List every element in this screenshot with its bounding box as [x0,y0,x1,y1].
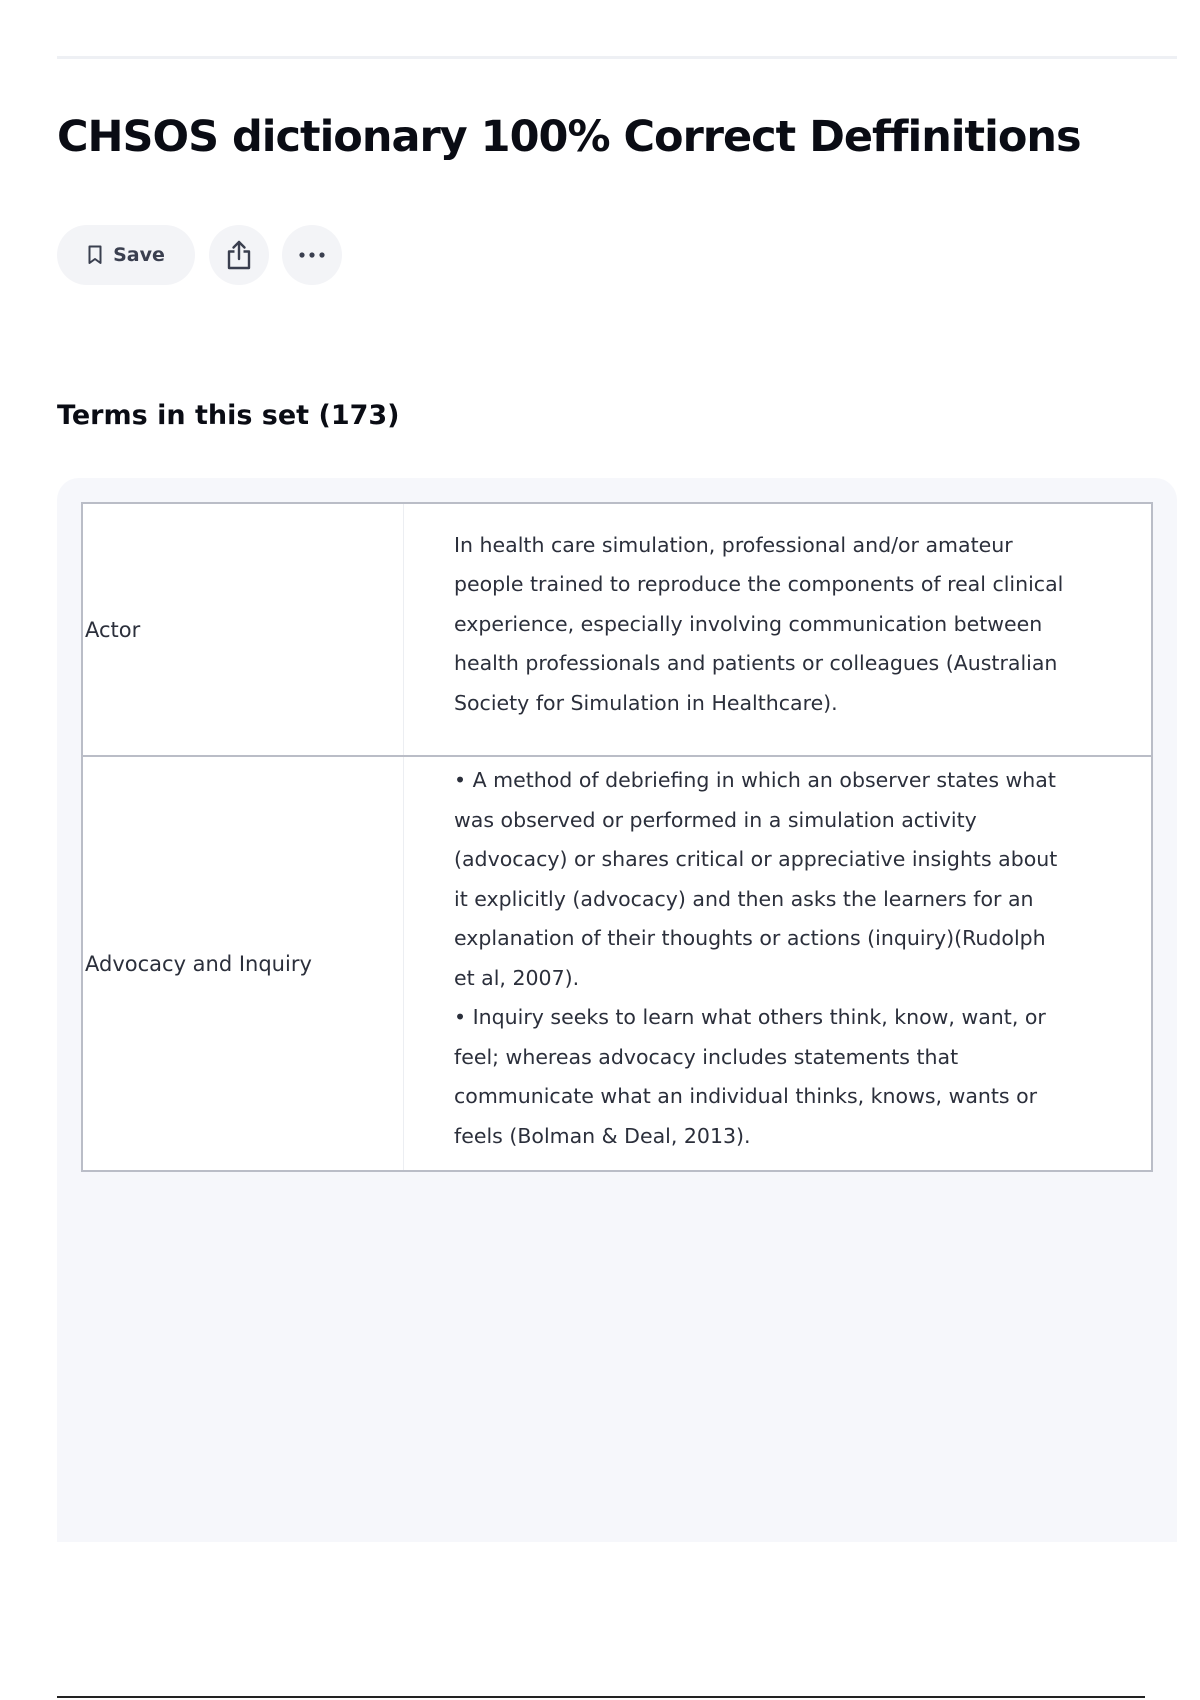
definition-text: In health care simulation, professional and/or amateur people trained to reproduce the components of real clinical experience, especially involving communication between health professionals and patients or colleagues (Australian Society for Simulation in Healthcare). [454,532,1064,715]
more-horizontal-icon [298,251,326,259]
share-button[interactable] [209,225,269,285]
term-text: Advocacy and Inquiry [82,756,404,1171]
bottom-divider [57,1696,1145,1698]
term-row [82,503,1152,756]
terms-table [81,502,1153,1172]
top-divider [57,56,1177,59]
terms-heading: Terms in this set (173) [57,400,400,431]
bookmark-icon [87,245,103,265]
definition-text: • A method of debriefing in which an observer states what was observed or performed in a simulation activity (advocacy) or shares critical or appreciative insights about it explicitly (advocacy) and then asks the learners for an explanation of their thoughts or actions (inquiry)(Rudolph et al, 2007). • Inquiry seeks to learn what others think, know, want, or feel; whereas advocacy includes statements that communicate what an individual thinks, knows, wants or feels (Bolman & Deal, 2013). [454,768,1058,1148]
share-icon [226,240,252,270]
save-button[interactable] [57,225,195,285]
save-button-label: Save [113,244,165,266]
more-options-button[interactable] [282,225,342,285]
page-title: CHSOS dictionary 100% Correct Deffinitions [57,112,1081,162]
term-row [82,756,1152,1171]
term-text: Actor [82,503,404,756]
terms-panel [57,478,1177,1542]
action-bar [57,225,355,285]
